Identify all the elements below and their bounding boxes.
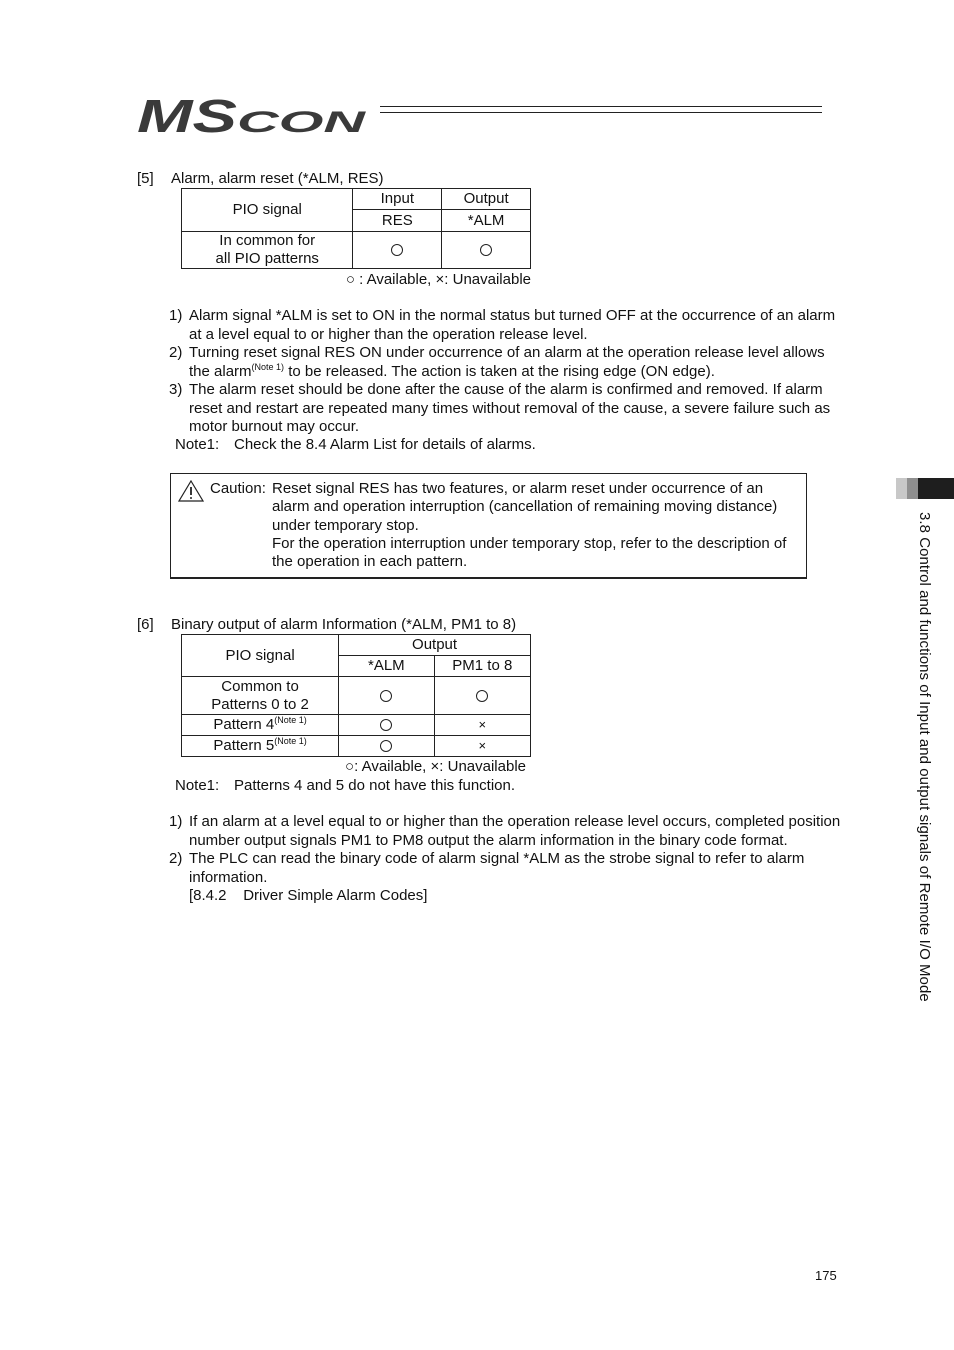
side-tab-light [896,478,907,499]
section-6-legend: ○: Available, ×: Unavailable [345,758,526,775]
side-section-title: 3.8 Control and functions of Input and output signals of Remote I/O Mode [916,512,933,1002]
item-text: The alarm reset should be done after the cause of the alarm is confirmed and removed. If alarm reset and restart are repeated many times without removal of the cause, a severe failure such as motor burnout may occur. [189,381,831,435]
row-common-line2: Patterns 0 to 2 [211,695,309,713]
section-6-title: Binary output of alarm Information (*ALM, PM1 to 8) [171,616,517,633]
row-common-line1: Common to [221,677,299,695]
pattern5-text: Pattern 5 [213,737,275,754]
row-pattern5-label [182,736,339,757]
note-superscript: (Note 1) [274,736,307,746]
list-item [169,381,839,437]
note-label: Note1: [175,436,220,453]
row-pattern4-label [182,715,339,736]
item-number: 1) [169,813,183,830]
side-tab-dark [918,478,954,499]
section-5-list [169,307,839,437]
caution-line-1: Reset signal RES has two features, or alarm reset under occurrence of an alarm and operation interruption (cancellation of remaining moving distance) under temporary stop. [272,480,778,534]
alm-cell [339,677,434,715]
warning-triangle-icon [178,480,204,502]
available-circle-icon [380,740,392,752]
row-common-line2: all PIO patterns [215,250,319,267]
res-available-cell [353,232,442,269]
pio-signal-header: PIO signal [182,189,353,232]
pattern4-text: Pattern 4 [213,716,275,733]
item-number: 2) [169,850,183,867]
note-text: Patterns 4 and 5 do not have this function. [234,777,516,794]
row-common-label [182,677,339,715]
item-text: to be released. The action is taken at the rising edge (ON edge). [284,362,715,380]
note-text: Check the 8.4 Alarm List for details of alarms. [234,436,536,453]
output-header: Output [339,635,531,656]
alm-cell [339,715,434,736]
available-circle-icon [391,244,403,256]
note-superscript: (Note 1) [251,361,285,372]
section-5-number: [5] [137,170,154,187]
caution-line-2: For the operation interruption under temporary stop, refer to the description of the operation in each pattern. [272,534,787,571]
section-6-number: [6] [137,616,154,633]
pm-cell [434,736,530,757]
section-6-heading [137,616,516,633]
item-text: Turning reset signal RES ON under occurrence of an alarm at the operation release level allows the alarm [189,344,825,380]
available-circle-icon [380,690,392,702]
mscon-logo [137,92,369,140]
available-circle-icon [480,244,492,256]
section-5-legend: ○ : Available, ×: Unavailable [345,271,531,288]
alm-cell [339,736,434,757]
list-item [169,813,845,850]
side-tab-mid [907,478,918,499]
item-number: 2) [169,344,183,361]
item-text: If an alarm at a level equal to or higher than the operation release level occurs, completed position number output signals PM1 to PM8 output the alarm information in the binary code format. [189,813,841,849]
list-item [169,850,845,906]
note-superscript: (Note 1) [274,715,307,725]
input-header: Input [353,189,442,210]
item-number: 3) [169,381,183,398]
alm-available-cell [442,232,531,269]
caution-label: Caution: [210,480,266,497]
svg-text:CON: CON [237,106,368,139]
res-header: RES [353,210,442,232]
pm-header: PM1 to 8 [434,656,530,677]
section-5-heading [137,170,384,187]
row-common-line1: In common for [219,232,316,249]
note-label: Note1: [175,777,220,794]
unavailable-cross-icon: × [478,717,487,732]
available-circle-icon [476,690,488,702]
caution-text [272,480,802,571]
list-item [169,344,839,381]
section-5-title: Alarm, alarm reset (*ALM, RES) [171,170,384,187]
section-6-list [169,813,845,906]
alm-header: *ALM [339,656,434,677]
reference-text: [8.4.2 Driver Simple Alarm Codes] [189,887,428,904]
item-number: 1) [169,307,183,324]
svg-text:MS: MS [137,92,238,140]
pio-signal-header: PIO signal [182,635,339,677]
list-item [169,307,839,344]
available-circle-icon [380,719,392,731]
header-rule-bottom [380,112,822,113]
row-common-label [182,232,353,269]
pm-cell [434,715,530,736]
binary-output-table [181,634,531,757]
alarm-reset-table [181,188,531,269]
caution-box [170,473,807,578]
pm-cell [434,677,530,715]
item-text: The PLC can read the binary code of alarm signal *ALM as the strobe signal to refer to alarm information. [189,850,805,886]
page-number: 175 [815,1268,837,1283]
header-rule-top [380,106,822,107]
section-6-note [175,777,515,794]
alm-header: *ALM [442,210,531,232]
section-5-note [175,436,536,453]
unavailable-cross-icon: × [478,738,487,753]
output-header: Output [442,189,531,210]
item-text: Alarm signal *ALM is set to ON in the normal status but turned OFF at the occurrence of an alarm at a level equal to or higher than the operation release level. [189,307,836,343]
